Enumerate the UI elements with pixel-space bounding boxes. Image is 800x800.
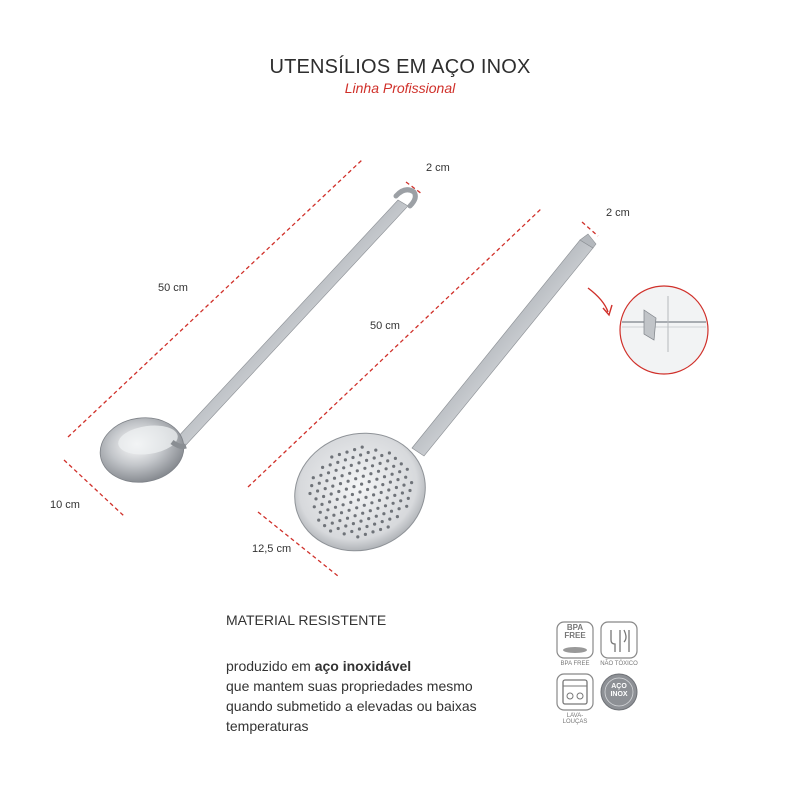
ladle-hook-label: 2 cm bbox=[426, 162, 450, 174]
skimmer-hole bbox=[324, 487, 327, 490]
skimmer-hole bbox=[313, 505, 316, 508]
skimmer-hole bbox=[363, 504, 366, 507]
page-title: UTENSÍLIOS EM AÇO INOX bbox=[269, 56, 531, 78]
skimmer-hole bbox=[330, 492, 333, 495]
skimmer-hole bbox=[367, 451, 370, 454]
skimmer-hole bbox=[358, 527, 361, 530]
skimmer-hole bbox=[312, 476, 315, 479]
skimmer-hole bbox=[354, 477, 357, 480]
skimmer-hole bbox=[374, 449, 377, 452]
skimmer-hole bbox=[364, 533, 367, 536]
skimmer-hole bbox=[322, 495, 325, 498]
skimmer-hole bbox=[342, 466, 345, 469]
skimmer-hole bbox=[380, 454, 383, 457]
hook-detail-inset bbox=[588, 286, 708, 374]
skimmer-hole bbox=[386, 496, 389, 499]
skimmer-hole bbox=[343, 495, 346, 498]
skimmer-hole bbox=[337, 527, 340, 530]
skimmer-hole bbox=[361, 446, 364, 449]
skimmer-hole bbox=[401, 491, 404, 494]
skimmer-hole bbox=[371, 530, 374, 533]
skimmer-hole bbox=[400, 462, 403, 465]
skimmer-hole bbox=[326, 508, 329, 511]
skimmer-hole bbox=[407, 497, 410, 500]
skimmer-hole bbox=[329, 529, 332, 532]
skimmer-hole bbox=[394, 457, 397, 460]
bpa-free-label: BPA FREE bbox=[560, 661, 590, 667]
skimmer-hole bbox=[366, 488, 369, 491]
skimmer-hole bbox=[404, 476, 407, 479]
skimmer-hole bbox=[382, 512, 385, 515]
skimmer-hole bbox=[339, 482, 342, 485]
skimmer-hole bbox=[357, 498, 360, 501]
description-line-2: que mantem suas propriedades mesmo bbox=[226, 678, 473, 694]
skimmer-hole bbox=[402, 484, 405, 487]
skimmer-hole bbox=[317, 519, 320, 522]
skimmer-hole bbox=[387, 525, 390, 528]
skimmer-hole bbox=[358, 490, 361, 493]
skimmer-hook-line bbox=[582, 222, 598, 236]
skimmer-hole bbox=[359, 520, 362, 523]
skimmer-hole bbox=[318, 482, 321, 485]
skimmer-hole bbox=[346, 517, 349, 520]
skimmer-hole bbox=[375, 478, 378, 481]
skimmer-hole bbox=[330, 455, 333, 458]
skimmer-hole bbox=[379, 462, 382, 465]
skimmer-hole bbox=[408, 489, 411, 492]
skimmer-hole bbox=[359, 453, 362, 456]
bpa-badge-bottom: FREE bbox=[564, 631, 586, 640]
ladle-length-label: 50 cm bbox=[158, 282, 188, 294]
skimmer-hole bbox=[319, 474, 322, 477]
skimmer-hook-label: 2 cm bbox=[606, 207, 630, 219]
skimmer-hole bbox=[361, 512, 364, 515]
skimmer-hole bbox=[325, 479, 328, 482]
skimmer-hole bbox=[347, 480, 350, 483]
skimmer-hole bbox=[351, 493, 354, 496]
description-line-4: temperaturas bbox=[226, 718, 309, 734]
skimmer-hole bbox=[345, 451, 348, 454]
page-subtitle: Linha Profissional bbox=[344, 80, 456, 96]
skimmer-hole bbox=[325, 516, 328, 519]
skimmer-hole bbox=[348, 509, 351, 512]
skimmer-hole bbox=[384, 504, 387, 507]
ladle-bowl-label: 10 cm bbox=[50, 499, 80, 511]
dishwasher-label: LAVA-LOUÇAS bbox=[562, 713, 588, 725]
skimmer-hole bbox=[316, 489, 319, 492]
skimmer-hole bbox=[381, 520, 384, 523]
skimmer-hole bbox=[342, 503, 345, 506]
skimmer-hole bbox=[351, 456, 354, 459]
skimmer-hole bbox=[406, 468, 409, 471]
skimmer-hole bbox=[369, 509, 372, 512]
skimmer-hole bbox=[378, 499, 381, 502]
skimmer-hole bbox=[365, 459, 368, 462]
skimmer-hole bbox=[336, 498, 339, 501]
badge-dishwasher-icon bbox=[557, 674, 593, 710]
skimmer-hole bbox=[344, 458, 347, 461]
skimmer-hole bbox=[329, 463, 332, 466]
skimmer-hole bbox=[371, 464, 374, 467]
skimmer-hole bbox=[338, 453, 341, 456]
inox-badge-bottom: INOX bbox=[610, 691, 628, 698]
skimmer-hole bbox=[320, 503, 323, 506]
skimmer-hole bbox=[388, 518, 391, 521]
skimmer-hole bbox=[352, 485, 355, 488]
skimmer-hole bbox=[368, 480, 371, 483]
skimmer-hole bbox=[340, 511, 343, 514]
bpa-badge-top: BPA bbox=[566, 623, 584, 632]
skimmer-hole bbox=[372, 493, 375, 496]
skimmer-hole bbox=[356, 535, 359, 538]
skimmer-hole bbox=[335, 469, 338, 472]
skimmer-hole bbox=[352, 522, 355, 525]
skimmer-hole bbox=[390, 510, 393, 513]
skimmer-hole bbox=[331, 522, 334, 525]
material-description bbox=[226, 656, 526, 736]
description-line-1 bbox=[226, 656, 526, 676]
skimmer-hole bbox=[380, 491, 383, 494]
skimmer-hole bbox=[367, 517, 370, 520]
skimmer-hole bbox=[379, 528, 382, 531]
skimmer-hole bbox=[392, 502, 395, 505]
skimmer-hole bbox=[337, 490, 340, 493]
skimmer-hole bbox=[385, 467, 388, 470]
skimmer-hole bbox=[363, 467, 366, 470]
skimmer-hole bbox=[338, 519, 341, 522]
badge-non-toxic-icon bbox=[601, 622, 637, 658]
inox-badge-top: AÇO bbox=[611, 683, 627, 690]
skimmer-hole bbox=[350, 530, 353, 533]
skimmer-hole bbox=[332, 514, 335, 517]
material-heading: MATERIAL RESISTENTE bbox=[226, 612, 387, 628]
skimmer-hole bbox=[331, 485, 334, 488]
description-prefix: produzido em bbox=[226, 658, 315, 674]
skimmer-hole bbox=[374, 486, 377, 489]
skimmer-hole bbox=[333, 477, 336, 480]
skimmer-hole bbox=[362, 475, 365, 478]
skimmer-hole bbox=[314, 497, 317, 500]
skimmer-hole bbox=[369, 472, 372, 475]
skimmer-bowl-label: 12,5 cm bbox=[252, 543, 292, 555]
skimmer-hole bbox=[355, 506, 358, 509]
skimmer-hole bbox=[386, 459, 389, 462]
skimmer-hole bbox=[398, 507, 401, 510]
skimmer-hole bbox=[377, 470, 380, 473]
skimmer-hole bbox=[389, 481, 392, 484]
skimmer-hole bbox=[350, 464, 353, 467]
skimmer-hole bbox=[343, 532, 346, 535]
skimmer-hole bbox=[410, 481, 413, 484]
skimmer-hole bbox=[344, 524, 347, 527]
skimmer-hole bbox=[364, 496, 367, 499]
skimmer-hole bbox=[395, 486, 398, 489]
skimmer-hole bbox=[310, 484, 313, 487]
skimmer-hole bbox=[383, 475, 386, 478]
skimmer-hole bbox=[349, 501, 352, 504]
skimmer-hole bbox=[405, 505, 408, 508]
skimmer-hole bbox=[399, 499, 402, 502]
description-line-3: quando submetido a elevadas ou baixas bbox=[226, 698, 477, 714]
skimmer-hole bbox=[308, 492, 311, 495]
skimmer-hole bbox=[396, 515, 399, 518]
skimmer-hole bbox=[357, 461, 360, 464]
skimmer-hole bbox=[373, 523, 376, 526]
skimmer-hole bbox=[392, 465, 395, 468]
skimmer-hole bbox=[393, 494, 396, 497]
skimmer-hole bbox=[348, 472, 351, 475]
skimmer-hole bbox=[388, 451, 391, 454]
skimmer-hole bbox=[365, 525, 368, 528]
skimmer-hole bbox=[396, 478, 399, 481]
skimmer-hole bbox=[334, 506, 337, 509]
skimmer-hole bbox=[373, 456, 376, 459]
skimmer-hole bbox=[387, 488, 390, 491]
skimmer-hole bbox=[375, 515, 378, 518]
skimmer-hole bbox=[381, 483, 384, 486]
skimmer-hole bbox=[360, 483, 363, 486]
skimmer-length-label: 50 cm bbox=[370, 320, 400, 332]
skimmer-hole bbox=[354, 514, 357, 517]
skimmer-hole bbox=[353, 448, 356, 451]
skimmer-hole bbox=[376, 507, 379, 510]
skimmer-hole bbox=[345, 488, 348, 491]
skimmer-hole bbox=[321, 466, 324, 469]
description-highlight: aço inoxidável bbox=[314, 658, 412, 674]
skimmer-hole bbox=[391, 473, 394, 476]
skimmer-hole bbox=[370, 501, 373, 504]
skimmer-hole bbox=[319, 511, 322, 514]
inox-badge-text bbox=[601, 683, 637, 699]
non-toxic-label: NÃO TÓXICO bbox=[600, 661, 638, 667]
bpa-badge-text bbox=[557, 624, 593, 640]
skimmer-hole bbox=[327, 471, 330, 474]
skimmer-hole bbox=[336, 461, 339, 464]
skimmer-hole bbox=[323, 524, 326, 527]
skimmer-hole bbox=[341, 474, 344, 477]
skimmer-hole bbox=[398, 470, 401, 473]
skimmer-hole bbox=[356, 469, 359, 472]
skimmer-hole bbox=[328, 500, 331, 503]
